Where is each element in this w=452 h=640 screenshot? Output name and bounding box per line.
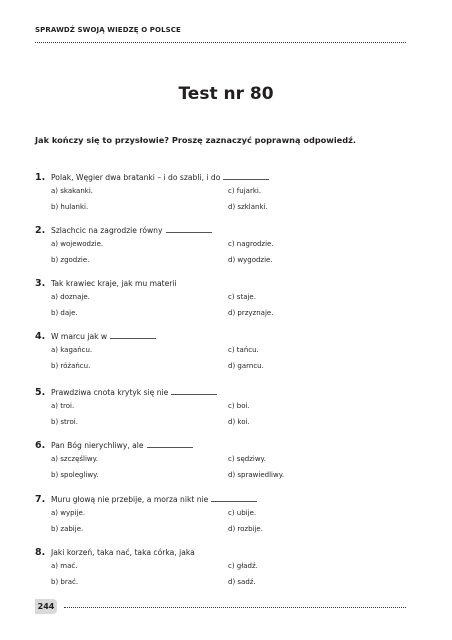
option-a[interactable]: a) troi. [51,402,75,410]
option-c[interactable]: c) tańcu. [228,346,259,354]
option-a[interactable]: a) skakanki. [51,187,93,195]
option-d[interactable]: d) sadź. [228,578,256,586]
option-a[interactable]: a) doznaje. [51,293,90,301]
question-number: 5. [35,387,46,398]
answer-blank [110,338,156,339]
option-c[interactable]: c) ubije. [228,509,257,517]
option-d[interactable]: d) koi. [228,418,250,426]
answer-blank [166,232,212,233]
header-dotted-divider [35,42,406,43]
question-number: 1. [35,172,46,183]
option-a[interactable]: a) szczęśliwy. [51,455,99,463]
option-a[interactable]: a) wypije. [51,509,85,517]
question-text: Szlachcic na zagrodzie równy [51,226,212,235]
question-text: W marcu jak w [51,332,156,341]
footer-dotted-divider [64,607,406,608]
question-text: Muru głową nie przebije, a morza nikt nie [51,495,257,504]
option-b[interactable]: b) hulanki. [51,203,89,211]
option-d[interactable]: d) przyznaje. [228,309,274,317]
option-b[interactable]: b) zgodzie. [51,256,90,264]
option-d[interactable]: d) wygodzie. [228,256,273,264]
question-text: Prawdziwa cnota krytyk się nie [51,388,217,397]
question-text: Jaki korzeń, taka nać, taka córka, jaka [51,548,195,557]
question-item [35,278,415,328]
section-header: SPRAWDŹ SWOJĄ WIEDZĘ O POLSCE [35,26,181,34]
option-d[interactable]: d) szklanki. [228,203,268,211]
question-item [35,494,415,544]
option-c[interactable]: c) fujarki. [228,187,262,195]
option-b[interactable]: b) spolegliwy. [51,471,99,479]
question-number: 3. [35,278,46,289]
question-number: 6. [35,440,46,451]
answer-blank [171,394,217,395]
option-b[interactable]: b) zabije. [51,525,84,533]
option-a[interactable]: a) wojewodzie. [51,240,104,248]
question-item [35,440,415,490]
question-number: 7. [35,494,46,505]
question-number: 2. [35,225,46,236]
question-text: Polak, Węgier dwa bratanki – i do szabli, i do [51,173,269,182]
instruction-text: Jak kończy się to przysłowie? Proszę zaznaczyć poprawną odpowiedź. [35,135,356,145]
option-b[interactable]: b) daje. [51,309,78,317]
option-d[interactable]: d) garncu. [228,362,264,370]
option-d[interactable]: d) sprawiedliwy. [228,471,285,479]
question-item [35,387,415,437]
option-d[interactable]: d) rozbije. [228,525,263,533]
answer-blank [223,179,269,180]
option-c[interactable]: c) boi. [228,402,250,410]
option-b[interactable]: b) brać. [51,578,79,586]
question-item [35,331,415,381]
option-b[interactable]: b) różańcu. [51,362,91,370]
page-title: Test nr 80 [178,84,274,104]
question-text: Tak krawiec kraje, jak mu materii [51,279,177,288]
answer-blank [147,447,193,448]
option-c[interactable]: c) sędziwy. [228,455,266,463]
option-a[interactable]: a) mać. [51,562,78,570]
option-c[interactable]: c) gładź. [228,562,258,570]
question-number: 8. [35,547,46,558]
answer-blank [211,501,257,502]
question-text: Pan Bóg nierychliwy, ale [51,441,193,450]
question-item [35,225,415,275]
question-number: 4. [35,331,46,342]
option-c[interactable]: c) nagrodzie. [228,240,274,248]
page-number: 244 [35,599,57,614]
question-item [35,547,415,597]
question-item [35,172,415,222]
option-b[interactable]: b) stroi. [51,418,78,426]
option-c[interactable]: c) staje. [228,293,256,301]
option-a[interactable]: a) kagańcu. [51,346,93,354]
